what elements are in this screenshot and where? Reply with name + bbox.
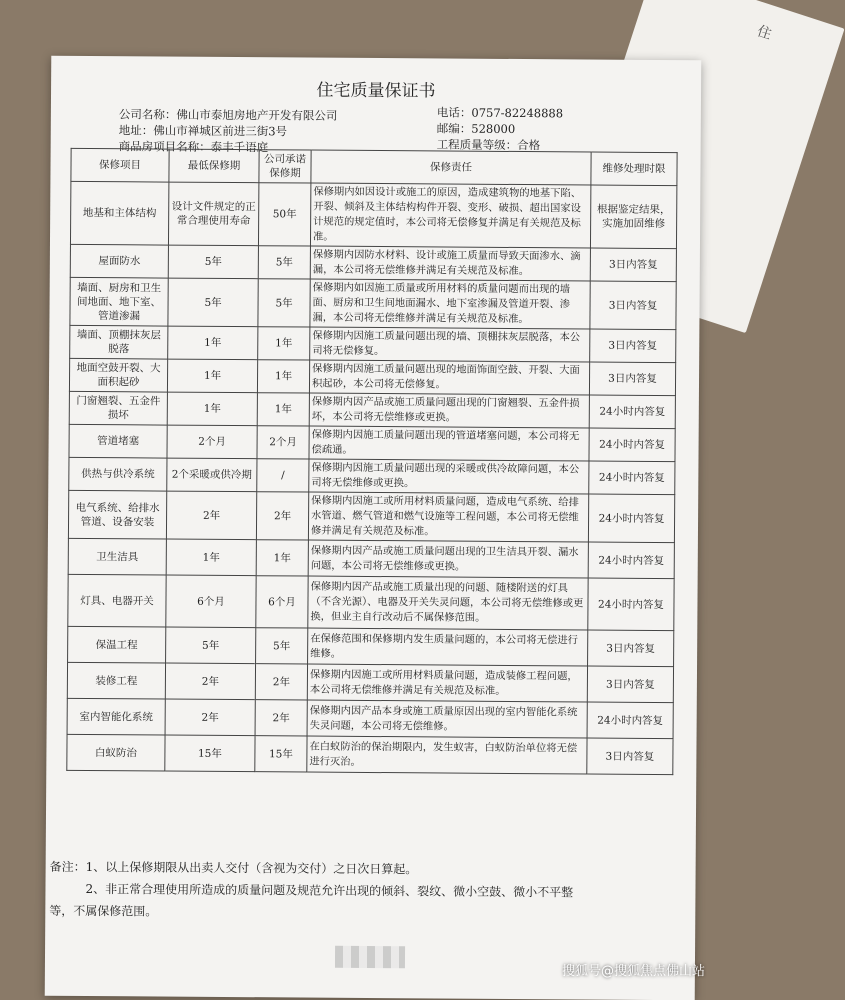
table-row bbox=[69, 457, 675, 494]
header-responsibility: 保修责任 bbox=[311, 150, 591, 185]
row-responsibility: 保修期内因施工或所用材料质量问题，造成装修工程问题，本公司将无偿维修并满足有关规范及标准。 bbox=[307, 664, 587, 702]
row-min-period: 5年 bbox=[168, 245, 258, 279]
table-row bbox=[70, 181, 676, 248]
row-min-period: 2年 bbox=[166, 491, 256, 540]
row-min-period: 1年 bbox=[167, 392, 257, 426]
background-paper-text: 住 bbox=[755, 23, 774, 43]
row-response-time: 根据鉴定结果，实施加固维修 bbox=[590, 185, 676, 249]
row-response-time: 24小时内答复 bbox=[588, 494, 674, 543]
header-min-period: 最低保修期 bbox=[169, 149, 259, 183]
row-response-time: 3日内答复 bbox=[588, 630, 674, 667]
note-line-2: 2、非正常合理使用所造成的质量问题及规范允许出现的倾斜、裂纹、微小空鼓、微小不平整 bbox=[85, 882, 574, 900]
row-item: 供热与供冷系统 bbox=[69, 457, 167, 491]
row-response-time: 24小时内答复 bbox=[589, 428, 675, 462]
row-item: 白蚁防治 bbox=[67, 734, 165, 771]
table-row bbox=[70, 244, 676, 281]
row-item: 灯具、电器开关 bbox=[68, 574, 166, 627]
row-item: 室内智能化系统 bbox=[67, 698, 165, 735]
row-responsibility: 保修期内因施工质量问题出现的墙、顶棚抹灰层脱落，本公司将无偿修复。 bbox=[310, 327, 590, 362]
row-min-period: 1年 bbox=[167, 359, 257, 393]
row-response-time: 3日内答复 bbox=[589, 362, 675, 396]
row-responsibility: 保修期内因施工或所用材料质量问题，造成电气系统、给排水管道、燃气管道和燃气设施等工程问题，本公司将无偿维修并满足有关规范及标准。 bbox=[308, 492, 588, 542]
row-min-period: 1年 bbox=[168, 326, 258, 360]
row-responsibility: 保修期内因防水材料、设计或施工质量而导致天面渗水、滴漏，本公司将无偿维修并满足有关规范及标准。 bbox=[310, 246, 590, 281]
company-address: 地址：佛山市禅城区前进三街3号 bbox=[118, 123, 288, 139]
table-row bbox=[68, 574, 674, 630]
row-item: 门窗翘裂、五金件损坏 bbox=[69, 391, 167, 425]
notes bbox=[45, 856, 695, 927]
table-header-row bbox=[71, 148, 677, 185]
row-promise-period: 5年 bbox=[258, 279, 310, 327]
row-min-period: 15年 bbox=[165, 735, 255, 772]
row-response-time: 24小时内答复 bbox=[589, 461, 675, 495]
note-line-3: 等，不属保修范围。 bbox=[49, 903, 158, 919]
row-promise-period: 2年 bbox=[256, 492, 308, 540]
table-row bbox=[68, 626, 674, 666]
table-row bbox=[69, 424, 675, 461]
document-title: 住宅质量保证书 bbox=[316, 80, 436, 102]
row-item: 墙面、顶棚抹灰层脱落 bbox=[70, 325, 168, 359]
table-row bbox=[70, 325, 676, 362]
row-promise-period: 1年 bbox=[256, 540, 308, 576]
table-row bbox=[67, 734, 673, 774]
row-promise-period: 1年 bbox=[257, 393, 309, 426]
row-responsibility: 保修期内如因施工质量或所用材料的质量问题而出现的墙面、厨房和卫生间地面漏水、地下室渗漏及管道开裂、渗漏，本公司将无偿维修并满足有关规范及标准。 bbox=[310, 279, 590, 329]
row-responsibility: 在白蚁防治的保治期限内，发生蚁害，白蚁防治单位将无偿进行灭治。 bbox=[307, 736, 587, 774]
row-min-period: 5年 bbox=[168, 278, 258, 327]
row-min-period: 1年 bbox=[166, 539, 256, 576]
header-response-time: 维修处理时限 bbox=[591, 152, 677, 186]
row-item: 保温工程 bbox=[68, 626, 166, 663]
table-row bbox=[68, 490, 674, 542]
row-item: 装修工程 bbox=[67, 662, 165, 699]
warranty-document bbox=[45, 56, 702, 1000]
row-response-time: 3日内答复 bbox=[590, 329, 676, 363]
table-row bbox=[67, 662, 673, 702]
row-promise-period: 5年 bbox=[258, 246, 310, 279]
row-min-period: 2年 bbox=[165, 699, 255, 736]
row-response-time: 3日内答复 bbox=[590, 248, 676, 282]
row-min-period: 2个采暖或供冷期 bbox=[167, 458, 257, 492]
row-responsibility: 保修期内因产品或施工质量问题出现的门窗翘裂、五金件损坏，本公司将无偿维修或更换。 bbox=[309, 393, 589, 428]
company-name: 公司名称：佛山市泰旭房地产开发有限公司 bbox=[118, 107, 338, 123]
row-promise-period: 2年 bbox=[255, 700, 307, 736]
row-promise-period: 15年 bbox=[255, 736, 307, 772]
row-item: 管道堵塞 bbox=[69, 424, 167, 458]
table-row bbox=[69, 391, 675, 428]
blurred-stamp bbox=[335, 946, 405, 968]
company-postcode: 邮编：528000 bbox=[436, 121, 516, 136]
row-promise-period: 2年 bbox=[255, 664, 307, 700]
row-response-time: 24小时内答复 bbox=[588, 542, 674, 579]
table-row bbox=[69, 358, 675, 395]
company-phone: 电话：0757-82248888 bbox=[436, 105, 564, 121]
row-promise-period: 2个月 bbox=[257, 426, 309, 459]
row-response-time: 3日内答复 bbox=[587, 666, 673, 703]
row-response-time: 24小时内答复 bbox=[588, 578, 674, 631]
row-item: 地面空鼓开裂、大面积起砂 bbox=[69, 358, 167, 392]
row-promise-period: 50年 bbox=[258, 183, 310, 246]
table-row bbox=[68, 538, 674, 578]
warranty-table bbox=[66, 148, 677, 775]
row-item: 屋面防水 bbox=[70, 244, 168, 278]
row-responsibility: 保修期内因产品本身或施工质量原因出现的室内智能化系统失灵问题，本公司将无偿维修。 bbox=[307, 700, 587, 738]
row-responsibility: 保修期内因产品或施工质量问题出现的卫生洁具开裂、漏水问题，本公司将无偿维修或更换。 bbox=[308, 540, 588, 578]
row-item: 卫生洁具 bbox=[68, 538, 166, 575]
row-promise-period: 1年 bbox=[257, 360, 309, 393]
row-promise-period: 5年 bbox=[256, 628, 308, 664]
row-min-period: 2年 bbox=[165, 663, 255, 700]
row-responsibility: 保修期内因施工质量问题出现的管道堵塞问题，本公司将无偿疏通。 bbox=[309, 426, 589, 461]
row-promise-period: 6个月 bbox=[256, 576, 308, 628]
row-response-time: 3日内答复 bbox=[590, 281, 676, 330]
project-name: 商品房项目名称：泰丰千语庭 bbox=[118, 139, 269, 155]
row-promise-period: 1年 bbox=[258, 327, 310, 360]
row-responsibility: 保修期内如因设计或施工的原因，造成建筑物的地基下陷、开裂、倾斜及主体结构构件开裂、变形、破损、超出国家设计规范的规定值时，本公司将无偿修复并满足有关规范及标准。 bbox=[310, 183, 590, 248]
row-item: 墙面、厨房和卫生间地面、地下室、管道渗漏 bbox=[70, 277, 168, 326]
header-promise-period: 公司承诺保修期 bbox=[259, 150, 311, 183]
row-responsibility: 在保修范围和保修期内发生质量问题的，本公司将无偿进行维修。 bbox=[308, 628, 588, 666]
note-line-1: 备注：1、以上保修期限从出卖人交付（含视为交付）之日次日算起。 bbox=[49, 859, 418, 877]
row-min-period: 2个月 bbox=[167, 425, 257, 459]
row-min-period: 设计文件规定的正常合理使用寿命 bbox=[168, 182, 258, 246]
header-item: 保修项目 bbox=[71, 148, 169, 182]
watermark: 搜狐号@搜狐焦点佛山站 bbox=[562, 964, 706, 979]
row-item: 电气系统、给排水管道、设备安装 bbox=[68, 490, 166, 539]
row-responsibility: 保修期内因产品或施工质量出现的问题、随楼附送的灯具（不含光源）、电器及开关失灵问题，本公司将无偿维修或更换，但业主自行改动后不属保修范围。 bbox=[308, 576, 588, 630]
table-row bbox=[70, 277, 676, 329]
row-min-period: 5年 bbox=[166, 627, 256, 664]
row-response-time: 24小时内答复 bbox=[587, 702, 673, 739]
row-responsibility: 保修期内因施工质量问题出现的采暖或供冷故障问题，本公司将无偿维修或更换。 bbox=[309, 459, 589, 494]
row-promise-period: / bbox=[257, 459, 309, 492]
row-item: 地基和主体结构 bbox=[70, 181, 168, 245]
row-min-period: 6个月 bbox=[166, 575, 256, 628]
table-row bbox=[67, 698, 673, 738]
quality-grade: 工程质量等级：合格 bbox=[436, 137, 541, 153]
row-response-time: 24小时内答复 bbox=[589, 395, 675, 429]
row-responsibility: 保修期内因施工质量问题出现的地面饰面空鼓、开裂、大面积起砂，本公司将无偿修复。 bbox=[309, 360, 589, 395]
row-response-time: 3日内答复 bbox=[587, 738, 673, 775]
